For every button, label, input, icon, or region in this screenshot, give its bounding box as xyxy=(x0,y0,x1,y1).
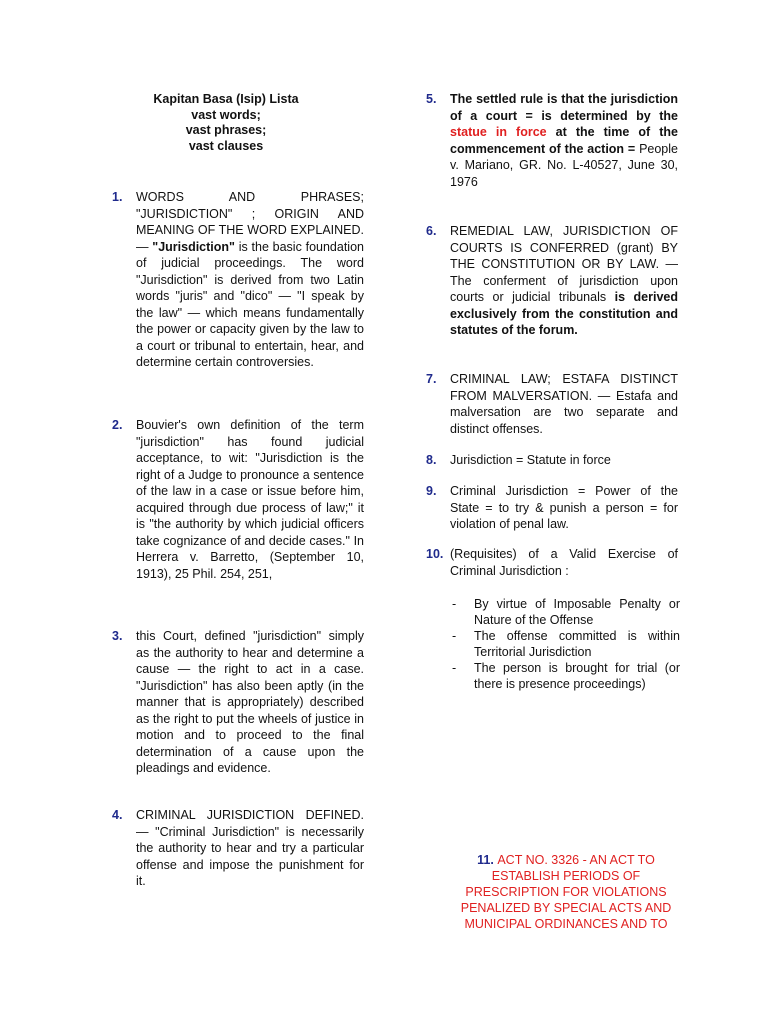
list-item-9 xyxy=(426,483,678,533)
requisite-text: The person is brought for trial (or there is presence proceedings) xyxy=(474,661,680,691)
document-header xyxy=(112,92,340,154)
dash-bullet: - xyxy=(452,629,457,643)
list-item-8 xyxy=(426,452,678,469)
item-number: 3. xyxy=(112,629,123,643)
item-text: (Requisites) of a Valid Exercise of Criminal Jurisdiction : xyxy=(450,547,678,578)
item-text xyxy=(450,91,678,190)
item-text xyxy=(136,189,364,371)
requisite-item xyxy=(452,596,680,628)
item-text xyxy=(450,223,678,339)
list-item-1 xyxy=(112,189,364,371)
item-text-bold: is derived exclusively from the constitution and statutes of the forum. xyxy=(450,290,678,337)
item-text-part: is the basic foundation of judicial proceedings. The word "Jurisdiction" is derived from two Latin words "juris" and "dico" — "I speak by the law" — which means fundamentally the power or capacity given by the law to a court or tribunal to entertain, hear, and determine certain controversies. xyxy=(136,239,364,369)
item-text: CRIMINAL LAW; ESTAFA DISTINCT FROM MALVERSATION. — Estafa and malversation are two separate and distinct offenses. xyxy=(450,372,678,436)
requisite-item xyxy=(452,660,680,692)
item-number: 2. xyxy=(112,418,123,432)
list-item-2 xyxy=(112,417,364,582)
item-text-part: WORDS AND PHRASES; "JURISDICTION" ; ORIGIN AND MEANING OF THE WORD EXPLAINED. — xyxy=(136,190,364,254)
item-text: Bouvier's own definition of the term "jurisdiction" has found judicial acceptance, to wit: "Jurisdiction is the right of a Judge to pronounce a sentence of the law in a case or issue before him, acquired through due process of law;" it is "the authority by which judicial officers take cognizance of and decide cases." In Herrera v. Barretto, (September 10, 1913), 25 Phil. 254, 251, xyxy=(136,418,364,581)
item-text: CRIMINAL JURISDICTION DEFINED. — "Criminal Jurisdiction" is necessarily the authority to hear and try a particular offense and impose the punishment for it. xyxy=(136,808,364,888)
list-item-11 xyxy=(446,852,686,932)
item-number: 6. xyxy=(426,224,437,238)
item-text-highlight: statue in force xyxy=(450,125,547,139)
list-item-3 xyxy=(112,628,364,777)
item-text-bold: The settled rule is that the jurisdiction of a court = is determined by the xyxy=(450,92,678,123)
header-line-words: vast words; xyxy=(191,107,261,122)
requisite-text: The offense committed is within Territorial Jurisdiction xyxy=(474,629,680,659)
item-text-bold: "Jurisdiction" xyxy=(152,239,235,254)
item-number: 8. xyxy=(426,453,437,467)
list-item-7 xyxy=(426,371,678,437)
dash-bullet: - xyxy=(452,661,457,675)
requisites-list xyxy=(452,596,680,692)
list-item-4 xyxy=(112,807,364,890)
list-item-6 xyxy=(426,223,678,339)
item-number: 7. xyxy=(426,372,437,386)
dash-bullet: - xyxy=(452,597,457,611)
header-line-clauses: vast clauses xyxy=(188,138,264,153)
item-number: 11. xyxy=(477,853,498,867)
item-text-highlight: ACT NO. 3326 - AN ACT TO ESTABLISH PERIODS OF PRESCRIPTION FOR VIOLATIONS PENALIZED BY SPECIAL ACTS AND MUNICIPAL ORDINANCES AND TO xyxy=(460,853,672,931)
item-text-bold: at the time of the commencement of the action = xyxy=(450,125,679,156)
header-line-phrases: vast phrases; xyxy=(185,123,267,137)
item-number: 10. xyxy=(426,547,444,561)
item-number: 1. xyxy=(112,190,123,204)
item-number: 5. xyxy=(426,92,437,106)
item-text-part: REMEDIAL LAW, JURISDICTION OF COURTS IS CONFERRED (grant) BY THE CONSTITUTION OR BY LAW. — The conferment of jurisdiction upon courts or judicial tribunals xyxy=(450,224,678,304)
item-number: 9. xyxy=(426,484,437,498)
list-item-5 xyxy=(426,91,678,190)
header-title: Kapitan Basa (Isip) Lista xyxy=(153,92,299,106)
requisite-item xyxy=(452,628,680,660)
item-citation: People v. Mariano, GR. No. L-40527, June 30, 1976 xyxy=(450,141,678,189)
item-text: Jurisdiction = Statute in force xyxy=(450,453,611,467)
item-text: Criminal Jurisdiction = Power of the State = to try & punish a person = for violation of penal law. xyxy=(450,484,678,531)
item-number: 4. xyxy=(112,808,123,822)
requisite-text: By virtue of Imposable Penalty or Nature of the Offense xyxy=(474,597,680,627)
item-text: this Court, defined "jurisdiction" simply as the authority to hear and determine a cause — the right to act in a case. "Jurisdiction" has also been aptly (in the manner that is appropriately) described as the right to put the wheels of justice in motion and to proceed to the final determination of a cause upon the pleadings and evidence. xyxy=(136,629,364,775)
list-item-10 xyxy=(426,546,678,579)
